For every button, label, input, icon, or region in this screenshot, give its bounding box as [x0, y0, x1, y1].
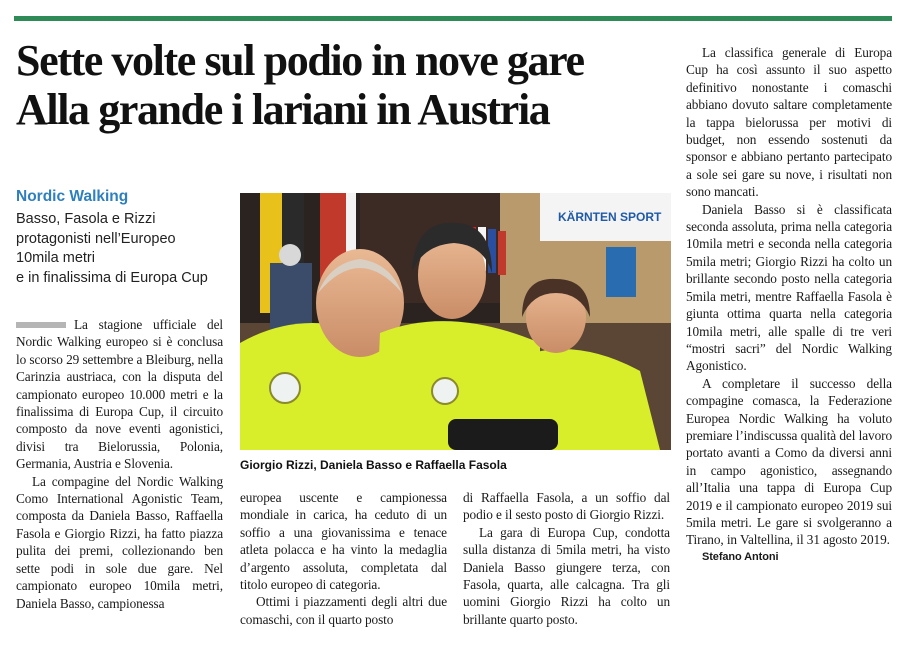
body-column-3 [463, 489, 670, 628]
lead-bar [16, 322, 66, 328]
paragraph: La classifica generale di Europa Cup ha così assunto il suo aspetto definitivo nonostante i comaschi abbiano dovuto saltare completamente la tappa bielorussa per motivi di budget, non essendo sostenuti da sponsor e abbiano pertanto partecipato a sole sei gare su nove, i risultati non sono mancati. [686, 45, 892, 200]
banner-text: KÄRNTEN SPORT [558, 210, 662, 224]
subhead-line-4: e in finalissima di Europa Cup [16, 269, 208, 286]
paragraph: La stagione ufficiale del Nordic Walking europeo si è conclusa lo scorso 29 settembre a Bleiburg, nella Carinzia austriaca, con la disputa del campionato europeo 10.000 metri e la finalissima di Europa Cup, il circuito composto da nove eventi agonistici, divisi tra Bielorussia, Polonia, Germania, Austria e Slovenia. [16, 317, 223, 472]
paragraph: La gara di Europa Cup, condotta sulla distanza di 5mila metri, ha visto Daniela Basso giungere terza, con Fasola, quarta, alle calcagna. Tra gli uomini Giorgio Rizzi ha colto un brillante quarto posto. [463, 524, 670, 627]
body-column-2 [240, 489, 447, 628]
paragraph: europea uscente e campionessa mondiale in carica, ha ceduto di un soffio a una giovanissima e tenace atleta polacca e ha vinto la medaglia d’argento assoluta, completata dal titolo europeo di categoria. [240, 490, 447, 593]
paragraph: Daniela Basso si è classificata seconda assoluta, prima nella categoria 10mila metri e seconda nella categoria 5mila metri; Giorgio Rizzi ha colto un brillante secondo posto nella categoria 5mila metri, mentre Raffaella Fasola è giunta ottima quarta nella categoria 10mila metri, alle spalle di tre veri “mostri sacri” del Nordic Walking Agonistico. [686, 201, 892, 374]
photo-caption: Giorgio Rizzi, Daniela Basso e Raffaella Fasola [240, 458, 507, 472]
paragraph: La compagine del Nordic Walking Como International Agonistic Team, composta da Daniela Basso, Raffaella Fasola e Giorgio Rizzi, ha fatto piazza pulita dei premi, collezionando ben sette podi in sole due gare. Nel campionato europeo 10mila metri, Daniela Basso, campionessa [16, 473, 223, 611]
paragraph: di Raffaella Fasola, a un soffio dal podio e il sesto posto di Giorgio Rizzi. [463, 490, 670, 523]
body-column-4 [686, 44, 892, 566]
kicker: Nordic Walking [16, 188, 129, 205]
team-photo-illustration [240, 193, 671, 450]
body-column-1 [16, 316, 223, 612]
headline-line-1: Sette volte sul podio in nove gare [16, 36, 584, 85]
subhead-line-3: 10mila metri [16, 250, 95, 266]
team-photo [240, 193, 671, 450]
subhead [16, 210, 231, 288]
headline [16, 36, 686, 134]
paragraph: Ottimi i piazzamenti degli altri due comaschi, con il quarto posto [240, 594, 447, 627]
headline-line-2: Alla grande i lariani in Austria [16, 85, 550, 134]
subhead-line-2: protagonisti nell’Europeo [16, 230, 176, 247]
top-rule [14, 16, 892, 21]
paragraph: A completare il successo della compagine comasca, la Federazione Europea Nordic Walking ha voluto premiare l’indiscussa qualità del lavoro portato avanti a Como da diversi anni in campo agonistico, assegnando all’Italia una tappa di Europa Cup 2019 e il campionato europeo 2019 sui 5mila metri. Le gare si svolgeranno a Tirano, in Valtellina, il 31 agosto 2019. [686, 375, 892, 548]
byline: Stefano Antoni [702, 550, 779, 563]
subhead-line-1: Basso, Fasola e Rizzi [16, 211, 156, 227]
